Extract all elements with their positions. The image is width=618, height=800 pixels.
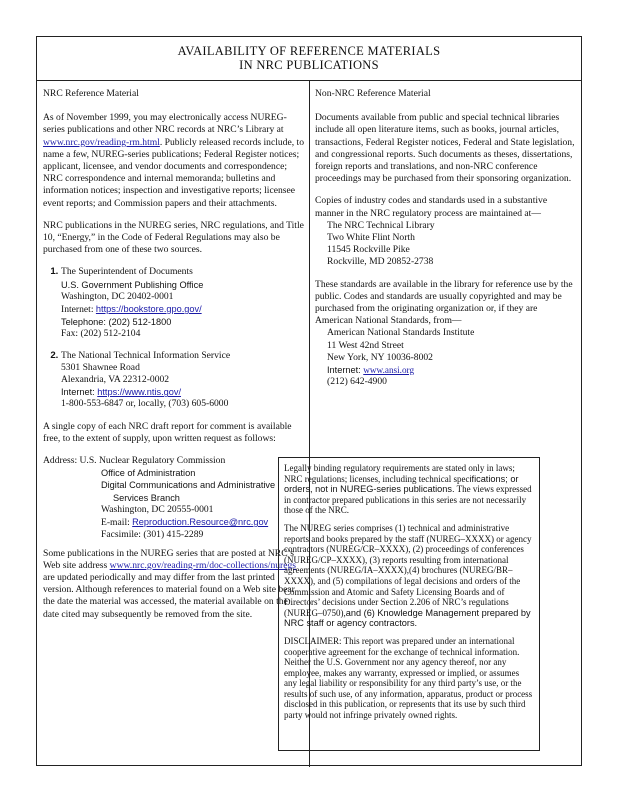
ntis-link[interactable]: https://www.ntis.gov/ [97, 387, 182, 398]
title-line-1: AVAILABILITY OF REFERENCE MATERIALS [177, 44, 441, 58]
disclaimer-paragraph: DISCLAIMER: This report was prepared under an international cooperative agreement for the exchange of technical information. Neither the U.S. Government nor any agency thereof, nor any employee, makes any warranty, expressed or implied, or assumes any legal liability or responsibility for any third party’s use, or the results of such use, of any information, apparatus, product or process disclosed in this publication, or represents that its use by such third party would not infringe privately owned rights. [284, 635, 533, 721]
reading-room-link[interactable]: www.nrc.gov/reading-rm.html [43, 136, 160, 148]
notice-box [278, 457, 540, 751]
sources-list [43, 266, 305, 410]
nrc-reference-heading: NRC Reference Material [43, 88, 139, 99]
right-column [315, 81, 577, 398]
source-gpo: 1. The Superintendent of Documents U.S. Government Publishing Office Washington, DC 20402-0001 Internet: https://bookstore.gpo.gov/ Telephone: (202) 512-1800 Fax: (202) 512-2104 [61, 266, 305, 340]
source-ntis: 2. The National Technical Information Service 5301 Shawnee Road Alexandria, VA 22312-0002 Internet: https://www.ntis.gov/ 1-800-553-6847 or, locally, (703) 605-6000 [61, 350, 305, 411]
purchase-paragraph: NRC publications in the NUREG series, NRC regulations, and Title 10, “Energy,” in the Code of Federal Regulations may also be purchased from one of these two sources. [43, 219, 304, 256]
nureg-series-paragraph: The NUREG series comprises (1) technical and administrative reports and books prepared by the staff (NUREG–XXXX) or agency contractors (NUREG/CR–XXXX), (2) proceedings of conferences (NUREG/CP–XXXX), (3) reports resulting from international agreements (NUREG/IA–XXXX),(4) brochures (NUREG/BR–XXXX), and (5) compilations of legal decisions and orders of the Commission and Atomic and Safety Licensing Boards and of Directors’ decisions under Section 2.206 of NRC’s regulations (NUREG–0750),and (6) Knowledge Management prepared by NRC staff or agency contractors. [284, 522, 532, 629]
nrc-library-address: The NRC Technical Library Two White Flint North 11545 Rockville Pike Rockville, MD 20852-2738 [327, 219, 435, 268]
non-nrc-reference-heading: Non-NRC Reference Material [315, 88, 431, 99]
ansi-address: American National Standards Institute 11 West 42nd Street New York, NY 10036-8002 Internet: www.ansi.org (212) 642-4900 [327, 327, 475, 388]
reproduction-email-link[interactable]: Reproduction.Resource@nrc.gov [132, 517, 269, 528]
standards-availability-paragraph: These standards are available in the library for reference use by the public. Codes and standards are usually copyrighted and may be purchased from the originating organization or, if they are American National Standards, from— [315, 278, 573, 327]
legal-requirements-paragraph: Legally binding regulatory requirements are stated only in laws; NRC regulations; licenses, including technical specifications; or orders, not in NUREG-series publications. The views expressed in contractor prepared publications in this series are not necessarily those of the NRC. [284, 463, 532, 516]
page-title [37, 37, 581, 81]
electronic-access-paragraph: As of November 1999, you may electronically access NUREG-series publications and other NRC records at NRC’s Library at www.nrc.gov/reading-rm.html. Publicly released records include, to name a few, NUREG-series publications; Federal Register notices; applicant, licensee, and vendor documents and correspondence; NRC correspondence and internal memoranda; bulletins and information notices; inspection and investigative reports; licensee event reports; and Commission papers and their attachments. [43, 112, 305, 209]
nureg-collections-link[interactable]: www.nrc.gov/reading-rm/doc-collections/nuregs [109, 559, 297, 571]
codes-standards-paragraph: Copies of industry codes and standards used in a substantive manner in the NRC regulatory process are maintained at— [315, 195, 548, 219]
title-line-2: IN NRC PUBLICATIONS [239, 58, 379, 72]
ansi-link[interactable]: www.ansi.org [363, 365, 415, 376]
web-site-paragraph: Some publications in the NUREG series that are posted at NRC’s Web site address www.nrc.gov/reading-rm/doc-collections/nuregs are updated periodically and may differ from the last printed version. Although references to material found on a Web site bear the date the material was accessed, the material available on the date cited may subsequently be removed from the site. [43, 547, 297, 620]
nrc-address-block: Address: U.S. Nuclear Regulatory Commission Office of Administration Digital Communications and Administrative Services Branch Washington, DC 20555-0001 E-mail: Reproduction.Resource@nrc.gov Facsimile: (301) 415-2289 [43, 455, 276, 541]
gpo-bookstore-link[interactable]: https://bookstore.gpo.gov/ [95, 304, 202, 315]
left-column [43, 81, 305, 631]
draft-report-paragraph: A single copy of each NRC draft report for comment is available free, to the extent of supply, upon written request as follows: [43, 420, 292, 444]
libraries-paragraph: Documents available from public and special technical libraries include all open literature items, such as books, journal articles, transactions, Federal Register notices, Federal and State legislation, and congressional reports. Such documents as theses, dissertations, foreign reports and translations, and non-NRC conference proceedings may be purchased from their sponsoring organization. [315, 112, 575, 185]
